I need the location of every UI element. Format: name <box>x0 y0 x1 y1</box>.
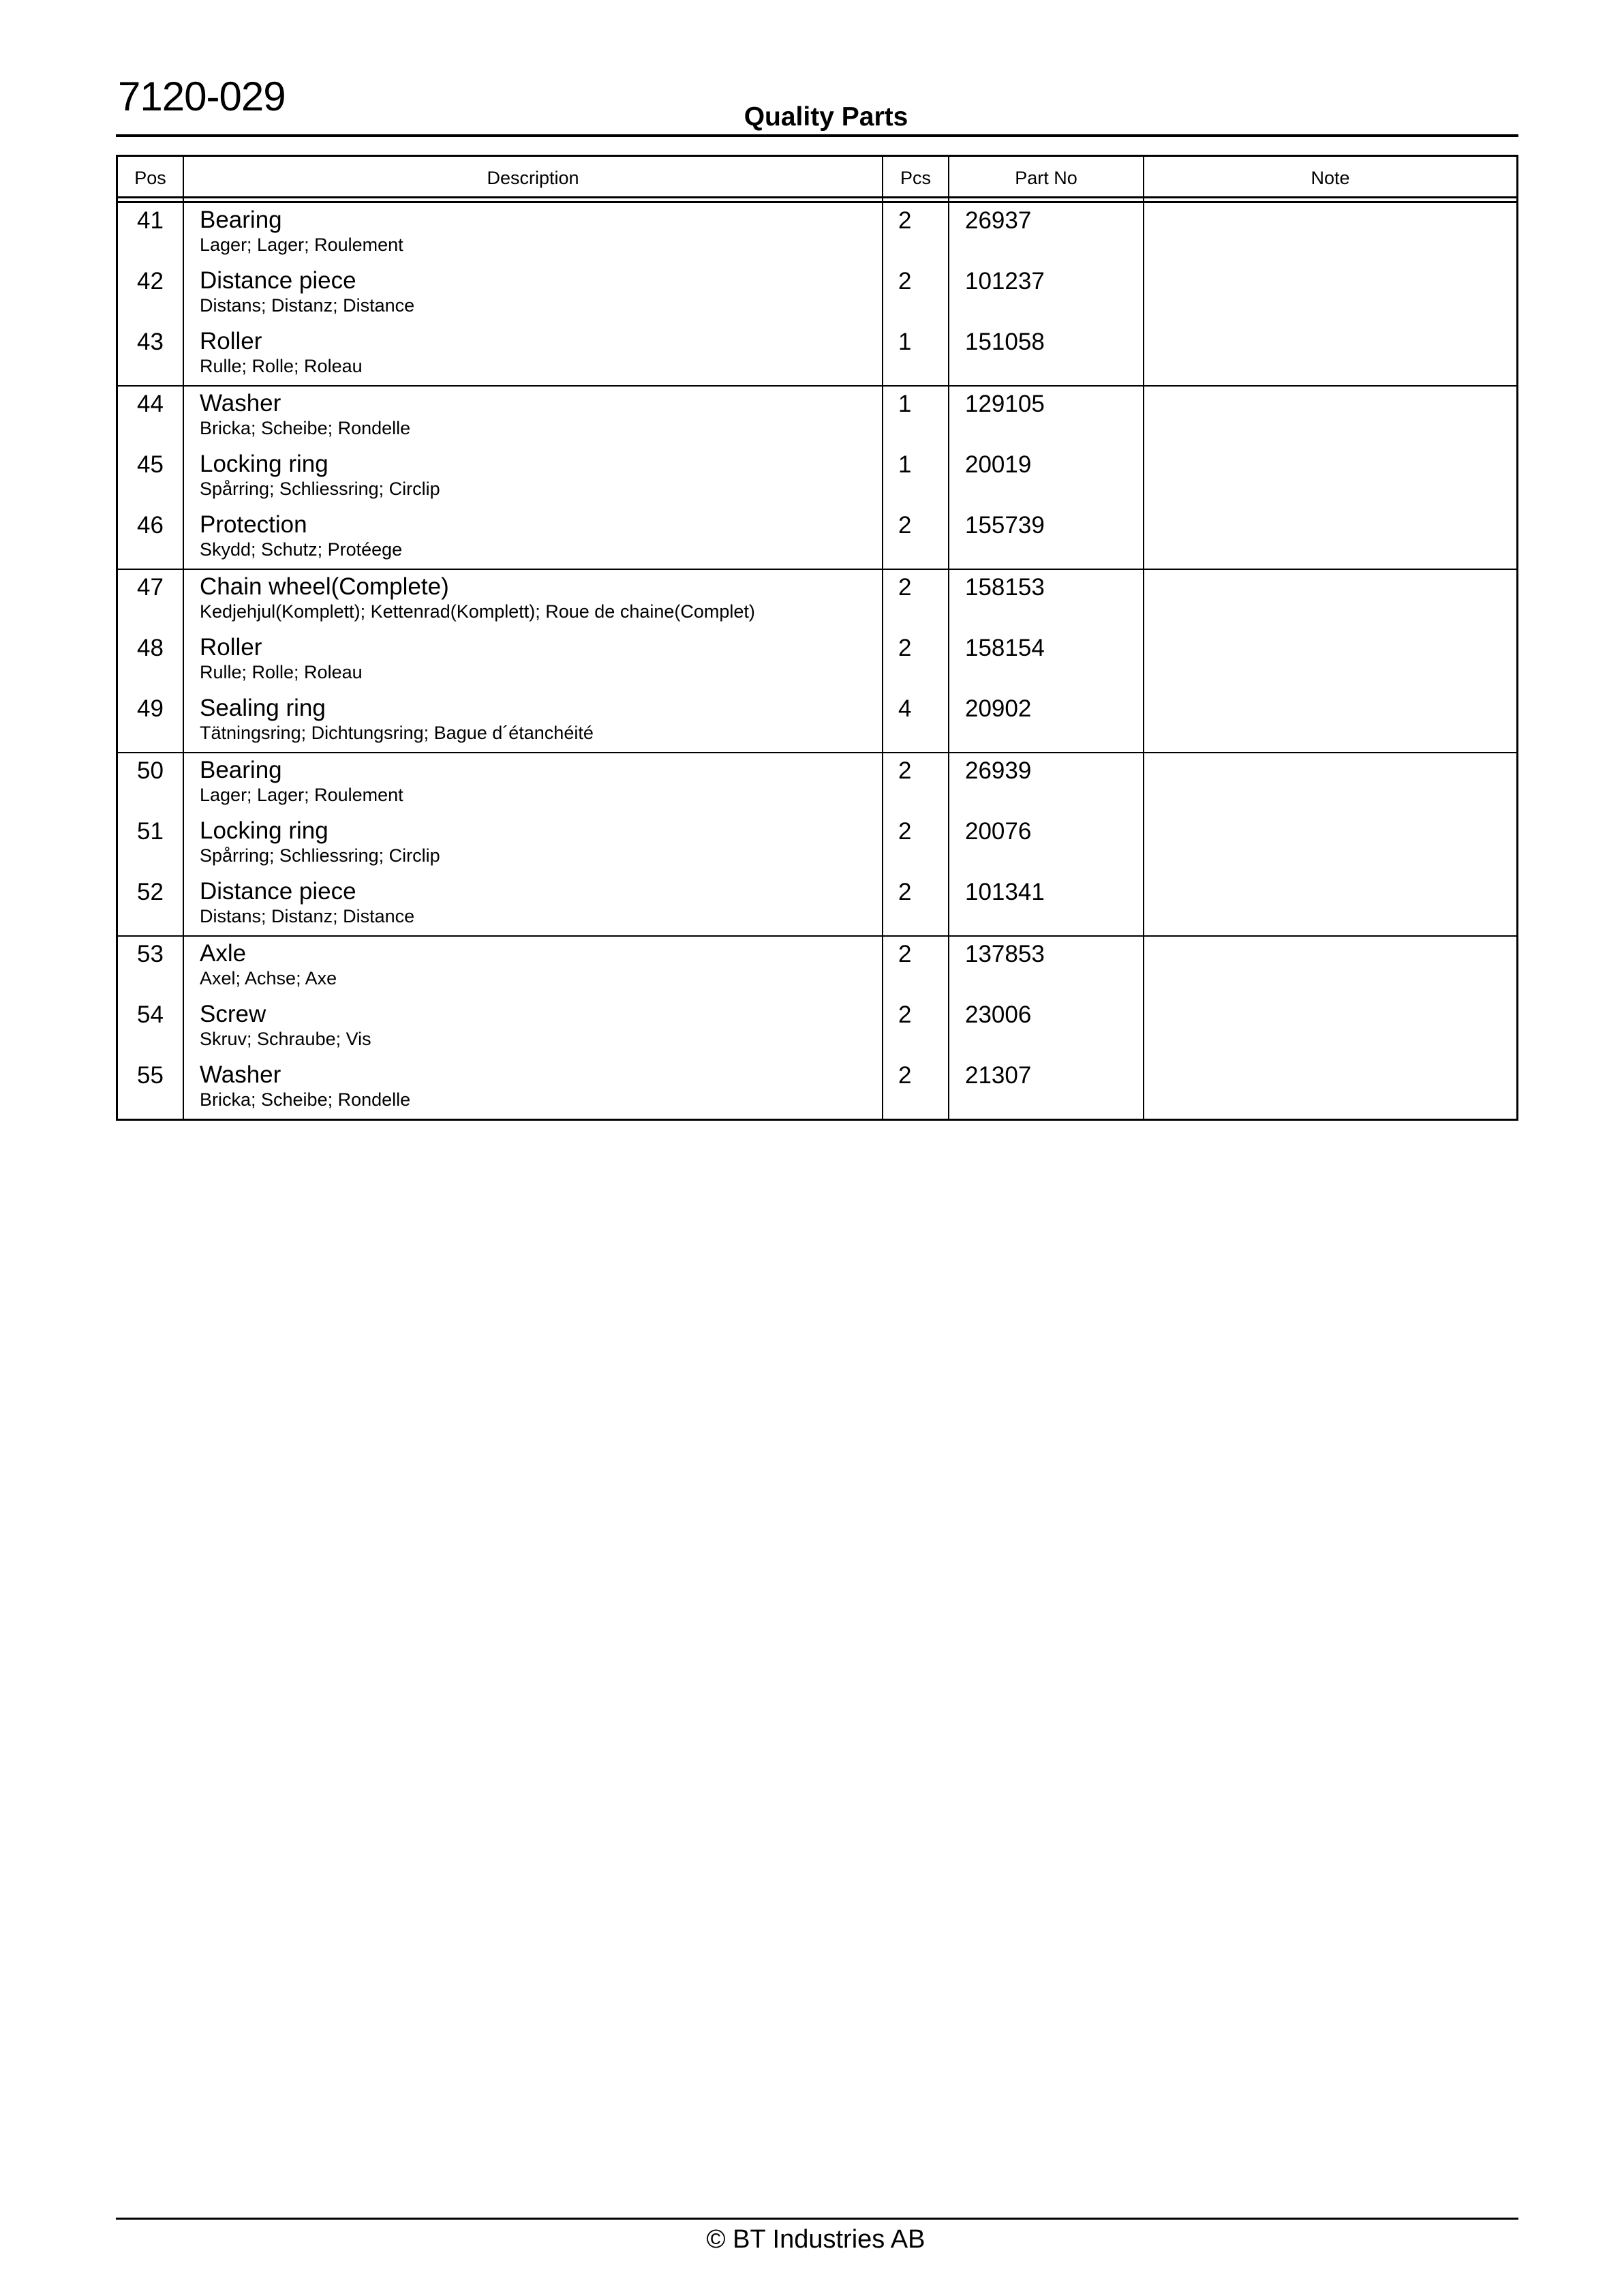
table-row <box>118 631 1516 691</box>
part-translations: Bricka; Scheibe; Rondelle <box>200 1089 411 1110</box>
column-header-pcs: Pcs <box>883 157 949 196</box>
note-cell <box>1144 753 1516 814</box>
description-cell <box>184 264 883 324</box>
part-translations: Distans; Distanz; Distance <box>200 906 415 926</box>
part-no-cell: 158154 <box>949 631 1144 691</box>
table-row-group <box>118 570 1516 753</box>
table-header <box>118 157 1516 198</box>
pos-cell: 45 <box>118 447 184 508</box>
part-translations: Skruv; Schraube; Vis <box>200 1029 371 1049</box>
page-title: Quality Parts <box>744 102 908 132</box>
pos-cell: 49 <box>118 691 184 752</box>
pos-cell: 48 <box>118 631 184 691</box>
pcs-cell: 1 <box>883 387 949 447</box>
pcs-cell: 2 <box>883 570 949 631</box>
note-cell <box>1144 814 1516 875</box>
table-row <box>118 937 1516 997</box>
pos-cell: 50 <box>118 753 184 814</box>
part-translations: Bricka; Scheibe; Rondelle <box>200 418 411 438</box>
note-cell <box>1144 997 1516 1058</box>
parts-table <box>116 155 1518 1121</box>
table-row-group <box>118 753 1516 937</box>
part-name: Chain wheel(Complete) <box>200 573 449 600</box>
pcs-cell: 2 <box>883 203 949 264</box>
pcs-cell: 1 <box>883 324 949 385</box>
note-cell <box>1144 203 1516 264</box>
pos-cell: 41 <box>118 203 184 264</box>
part-name: Sealing ring <box>200 695 326 721</box>
table-row-group <box>118 937 1516 1119</box>
pcs-cell: 2 <box>883 814 949 875</box>
pcs-cell: 2 <box>883 631 949 691</box>
pcs-cell: 2 <box>883 997 949 1058</box>
pcs-cell: 2 <box>883 875 949 935</box>
part-name: Bearing <box>200 207 282 233</box>
part-no-cell: 101237 <box>949 264 1144 324</box>
table-row <box>118 753 1516 814</box>
pos-cell: 46 <box>118 508 184 569</box>
description-cell <box>184 691 883 752</box>
pos-cell: 55 <box>118 1058 184 1119</box>
note-cell <box>1144 508 1516 569</box>
part-no-cell: 26939 <box>949 753 1144 814</box>
column-header-note: Note <box>1311 168 1350 188</box>
part-translations: Kedjehjul(Komplett); Kettenrad(Komplett); Roue de chaine(Complet) <box>200 601 755 622</box>
part-name: Washer <box>200 390 281 417</box>
table-row <box>118 324 1516 385</box>
description-cell <box>184 570 883 631</box>
pcs-cell: 2 <box>883 264 949 324</box>
part-name: Screw <box>200 1001 266 1027</box>
part-no-cell: 23006 <box>949 997 1144 1058</box>
description-cell <box>184 997 883 1058</box>
pcs-cell: 2 <box>883 1058 949 1119</box>
part-no-cell: 129105 <box>949 387 1144 447</box>
pos-cell: 53 <box>118 937 184 997</box>
part-translations: Axel; Achse; Axe <box>200 968 337 988</box>
column-header-pos: Pos <box>118 157 184 196</box>
part-no-cell: 101341 <box>949 875 1144 935</box>
table-row-group <box>118 203 1516 387</box>
note-cell <box>1144 387 1516 447</box>
note-cell <box>1144 1058 1516 1119</box>
part-translations: Spårring; Schliessring; Circlip <box>200 845 440 866</box>
description-cell <box>184 387 883 447</box>
part-name: Axle <box>200 940 247 967</box>
pos-cell: 52 <box>118 875 184 935</box>
part-name: Protection <box>200 511 307 538</box>
part-translations: Tätningsring; Dichtungsring; Bague d´étanchéité <box>200 723 594 743</box>
header-divider <box>116 134 1518 137</box>
note-cell <box>1144 691 1516 752</box>
table-body <box>118 203 1516 1119</box>
table-row <box>118 997 1516 1058</box>
part-translations: Rulle; Rolle; Roleau <box>200 662 363 682</box>
table-row <box>118 264 1516 324</box>
part-name: Locking ring <box>200 817 328 844</box>
description-cell <box>184 1058 883 1119</box>
pos-cell: 42 <box>118 264 184 324</box>
part-no-cell: 20019 <box>949 447 1144 508</box>
part-name: Washer <box>200 1061 281 1088</box>
pos-cell: 44 <box>118 387 184 447</box>
pos-cell: 51 <box>118 814 184 875</box>
part-no-cell: 158153 <box>949 570 1144 631</box>
pos-cell: 47 <box>118 570 184 631</box>
part-translations: Skydd; Schutz; Protéege <box>200 539 403 560</box>
note-cell <box>1144 324 1516 385</box>
description-cell <box>184 814 883 875</box>
description-cell <box>184 508 883 569</box>
part-name: Distance piece <box>200 878 356 905</box>
copyright: © BT Industries AB <box>706 2225 925 2254</box>
part-translations: Spårring; Schliessring; Circlip <box>200 479 440 499</box>
table-row-group <box>118 387 1516 570</box>
part-no-cell: 20902 <box>949 691 1144 752</box>
table-row <box>118 875 1516 935</box>
part-no-cell: 21307 <box>949 1058 1144 1119</box>
description-cell <box>184 324 883 385</box>
document-number: 7120-029 <box>118 74 286 119</box>
part-translations: Rulle; Rolle; Roleau <box>200 356 363 376</box>
part-translations: Distans; Distanz; Distance <box>200 295 415 316</box>
part-no-cell: 26937 <box>949 203 1144 264</box>
note-cell <box>1144 875 1516 935</box>
table-row <box>118 691 1516 752</box>
note-cell <box>1144 447 1516 508</box>
part-translations: Lager; Lager; Roulement <box>200 785 403 805</box>
description-cell <box>184 753 883 814</box>
column-header-part-no: Part No <box>949 157 1144 196</box>
description-cell <box>184 875 883 935</box>
part-name: Distance piece <box>200 267 356 294</box>
part-no-cell: 137853 <box>949 937 1144 997</box>
table-row <box>118 1058 1516 1119</box>
column-header-description: Description <box>184 157 883 196</box>
part-name: Locking ring <box>200 451 328 477</box>
pos-cell: 43 <box>118 324 184 385</box>
table-row <box>118 570 1516 631</box>
pcs-cell: 2 <box>883 753 949 814</box>
part-name: Roller <box>200 634 262 661</box>
pcs-cell: 2 <box>883 508 949 569</box>
table-row <box>118 814 1516 875</box>
table-row <box>118 447 1516 508</box>
note-cell <box>1144 631 1516 691</box>
description-cell <box>184 631 883 691</box>
part-name: Bearing <box>200 757 282 783</box>
pcs-cell: 1 <box>883 447 949 508</box>
header-double-rule <box>118 198 1516 203</box>
part-name: Roller <box>200 328 262 354</box>
part-translations: Lager; Lager; Roulement <box>200 235 403 255</box>
description-cell <box>184 203 883 264</box>
part-no-cell: 20076 <box>949 814 1144 875</box>
pos-cell: 54 <box>118 997 184 1058</box>
pcs-cell: 2 <box>883 937 949 997</box>
description-cell <box>184 937 883 997</box>
part-no-cell: 155739 <box>949 508 1144 569</box>
footer-divider <box>116 2218 1518 2220</box>
pcs-cell: 4 <box>883 691 949 752</box>
note-cell <box>1144 264 1516 324</box>
table-row <box>118 387 1516 447</box>
table-row <box>118 203 1516 264</box>
note-cell <box>1144 570 1516 631</box>
description-cell <box>184 447 883 508</box>
table-row <box>118 508 1516 569</box>
part-no-cell: 151058 <box>949 324 1144 385</box>
note-cell <box>1144 937 1516 997</box>
